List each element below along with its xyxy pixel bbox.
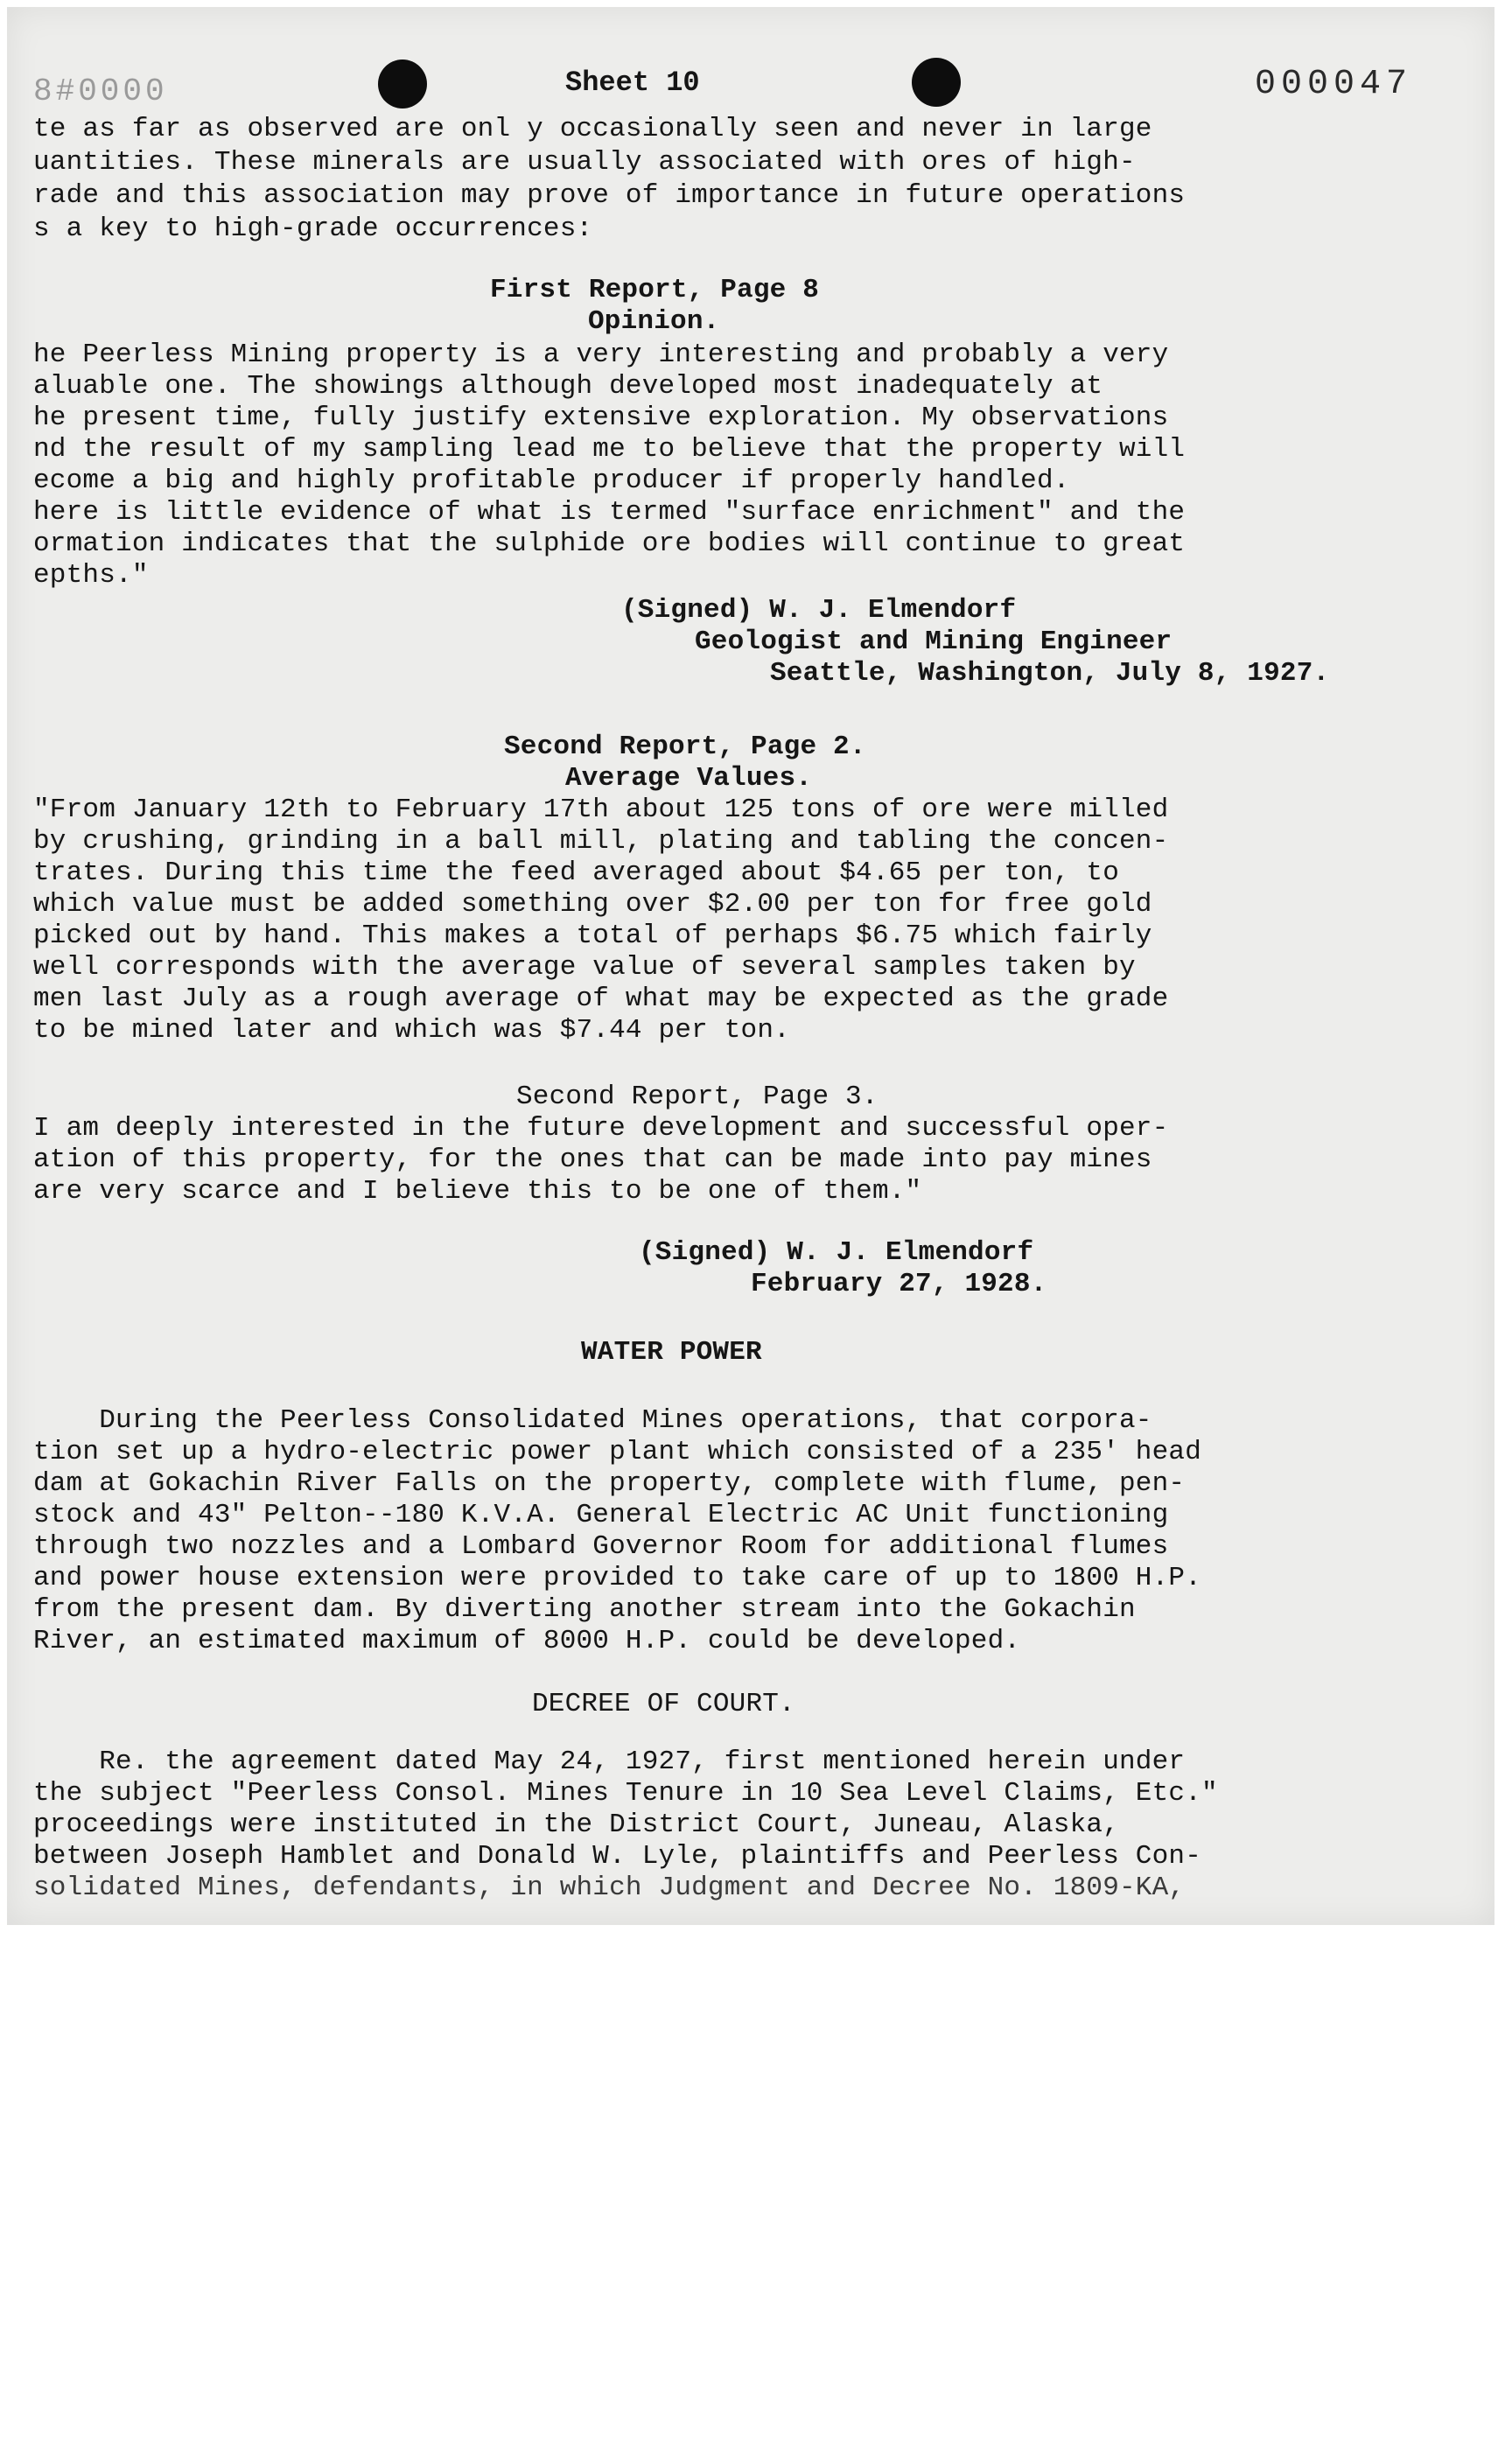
text-line: ation of this property, for the ones that can be made into pay mines — [33, 1144, 1152, 1175]
text-line: are very scarce and I believe this to be one of them." — [33, 1176, 922, 1207]
text-line: the subject "Peerless Consol. Mines Tenure in 10 Sea Level Claims, Etc." — [33, 1778, 1218, 1809]
text-line: well corresponds with the average value of several samples taken by — [33, 952, 1136, 983]
text-line: epths." — [33, 560, 149, 591]
text-line: to be mined later and which was $7.44 per ton. — [33, 1015, 790, 1046]
text-line: ormation indicates that the sulphide ore bodies will continue to great — [33, 528, 1186, 559]
text-line: tion set up a hydro-electric power plant which consisted of a 235' head — [33, 1437, 1202, 1467]
punch-hole-left — [378, 60, 427, 108]
first-report-subheading: Opinion. — [588, 306, 720, 337]
text-line: dam at Gokachin River Falls on the property, complete with flume, pen- — [33, 1468, 1186, 1499]
text-line: through two nozzles and a Lombard Governor Room for additional flumes — [33, 1531, 1169, 1562]
text-line: picked out by hand. This makes a total of perhaps $6.75 which fairly — [33, 920, 1152, 951]
text-line: aluable one. The showings although developed most inadequately at — [33, 371, 1103, 402]
first-report-heading: First Report, Page 8 — [490, 275, 820, 305]
signature-line: (Signed) W. J. Elmendorf — [639, 1237, 1034, 1268]
text-line: which value must be added something over $2.00 per ton for free gold — [33, 889, 1152, 920]
text-line: and power house extension were provided to take care of up to 1800 H.P. — [33, 1563, 1202, 1593]
text-line: ecome a big and highly profitable producer if properly handled. — [33, 466, 1070, 496]
text-line: rade and this association may prove of importance in future operations — [33, 180, 1186, 211]
page-number-stamp: 000047 — [1255, 65, 1413, 104]
text-line: stock and 43" Pelton--180 K.V.A. General Electric AC Unit functioning — [33, 1500, 1169, 1530]
text-line: proceedings were instituted in the District Court, Juneau, Alaska, — [33, 1810, 1119, 1840]
text-line: River, an estimated maximum of 8000 H.P. could be developed. — [33, 1626, 1021, 1656]
second-report-subheading: Average Values. — [565, 763, 813, 794]
text-line: by crushing, grinding in a ball mill, plating and tabling the concen- — [33, 826, 1169, 857]
decree-heading: DECREE OF COURT. — [532, 1689, 795, 1719]
text-line: solidated Mines, defendants, in which Judgment and Decree No. 1809-KA, — [33, 1872, 1186, 1903]
text-line: between Joseph Hamblet and Donald W. Lyle, plaintiffs and Peerless Con- — [33, 1841, 1202, 1872]
text-line: Re. the agreement dated May 24, 1927, first mentioned herein under — [33, 1746, 1186, 1777]
text-line: nd the result of my sampling lead me to believe that the property will — [33, 434, 1186, 465]
signature-line: (Signed) W. J. Elmendorf — [621, 595, 1017, 626]
text-line: s a key to high-grade occurrences: — [33, 214, 593, 244]
text-line: here is little evidence of what is termed "surface enrichment" and the — [33, 497, 1186, 528]
text-line: "From January 12th to February 17th about 125 tons of ore were milled — [33, 794, 1169, 825]
water-power-heading: WATER POWER — [581, 1337, 762, 1368]
blank-area — [0, 1929, 1512, 2450]
second-report-page3-heading: Second Report, Page 3. — [516, 1082, 878, 1112]
page-header — [7, 56, 1494, 117]
text-line: men last July as a rough average of what may be expected as the grade — [33, 984, 1169, 1014]
text-line: from the present dam. By diverting another stream into the Gokachin — [33, 1594, 1136, 1625]
text-line: During the Peerless Consolidated Mines operations, that corpora- — [33, 1405, 1152, 1436]
signature-place-date: Seattle, Washington, July 8, 1927. — [770, 658, 1330, 689]
text-line: he Peerless Mining property is a very interesting and probably a very — [33, 340, 1169, 370]
text-line: uantities. These minerals are usually associated with ores of high- — [33, 147, 1136, 178]
text-line: te as far as observed are onl y occasionally seen and never in large — [33, 114, 1152, 144]
sheet-title: Sheet 10 — [565, 66, 700, 99]
signature-title: Geologist and Mining Engineer — [695, 626, 1172, 657]
scanned-page — [7, 7, 1494, 1925]
text-line: he present time, fully justify extensive exploration. My observations — [33, 402, 1169, 433]
signature-date: February 27, 1928. — [751, 1269, 1047, 1299]
page-stamp-left: 8#0000 — [33, 74, 168, 109]
punch-hole-right — [912, 58, 961, 107]
text-line: I am deeply interested in the future development and successful oper- — [33, 1113, 1169, 1144]
text-line: trates. During this time the feed averaged about $4.65 per ton, to — [33, 858, 1119, 888]
second-report-heading: Second Report, Page 2. — [504, 732, 866, 762]
